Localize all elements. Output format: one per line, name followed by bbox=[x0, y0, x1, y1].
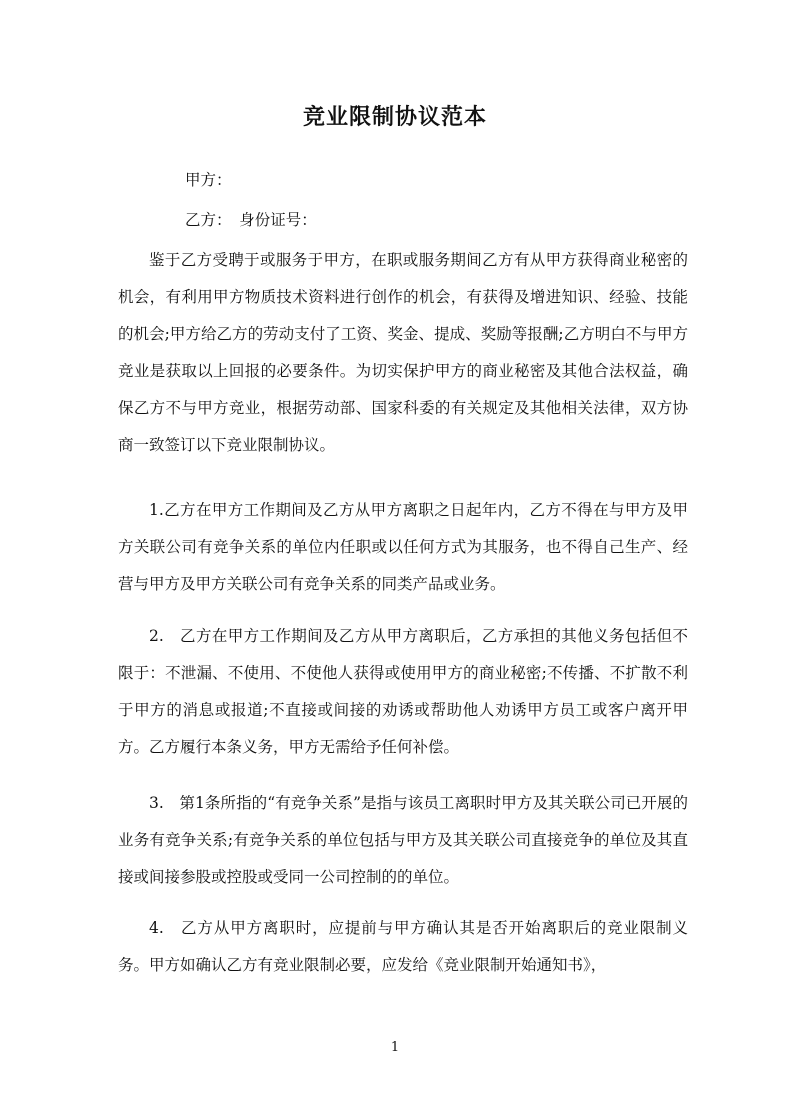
page-number: 1 bbox=[390, 1040, 400, 1055]
party-a-line: 甲方： bbox=[185, 171, 232, 189]
clause-1-paragraph: 1.乙方在甲方工作期间及乙方从甲方离职之日起年内，乙方不得在与甲方及甲方关联公司有竞争关系的单位内任职或以任何方式为其服务，也不得自己生产、经营与甲方及甲方关联公司有竞争关系的同类产品或业务。 bbox=[118, 501, 688, 593]
clause-2-paragraph: 2. 乙方在甲方工作期间及乙方从甲方离职后，乙方承担的其他义务包括但不限于：不泄漏、不使用、不使他人获得或使用甲方的商业秘密;不传播、不扩散不利于甲方的消息或报道;不直接或间接的劝诱或帮助他人劝诱甲方员工或客户离开甲方。乙方履行本条义务，甲方无需给予任何补偿。 bbox=[118, 627, 688, 756]
clause-4-paragraph: 4. 乙方从甲方离职时，应提前与甲方确认其是否开始离职后的竞业限制义务。甲方如确认乙方有竞业限制必要，应发给《竞业限制开始通知书》， bbox=[118, 919, 688, 974]
document-title: 竞业限制协议范本 bbox=[302, 104, 487, 130]
clause-3-paragraph: 3. 第1条所指的“有竞争关系”是指与该员工离职时甲方及其关联公司已开展的业务有竞争关系;有竞争关系的单位包括与甲方及其关联公司直接竞争的单位及其直接或间接参股或控股或受同一公司控制的的单位。 bbox=[118, 794, 688, 886]
party-b-line: 乙方： 身份证号： bbox=[185, 211, 317, 229]
preamble-paragraph: 鉴于乙方受聘于或服务于甲方，在职或服务期间乙方有从甲方获得商业秘密的机会，有利用甲方物质技术资料进行创作的机会，有获得及增进知识、经验、技能的机会;甲方给乙方的劳动支付了工资、奖金、提成、奖励等报酬;乙方明白不与甲方竞业是获取以上回报的必要条件。为切实保护甲方的商业秘密及其他合法权益，确保乙方不与甲方竞业，根据劳动部、国家科委的有关规定及其他相关法律，双方协商一致签订以下竞业限制协议。 bbox=[118, 251, 688, 454]
